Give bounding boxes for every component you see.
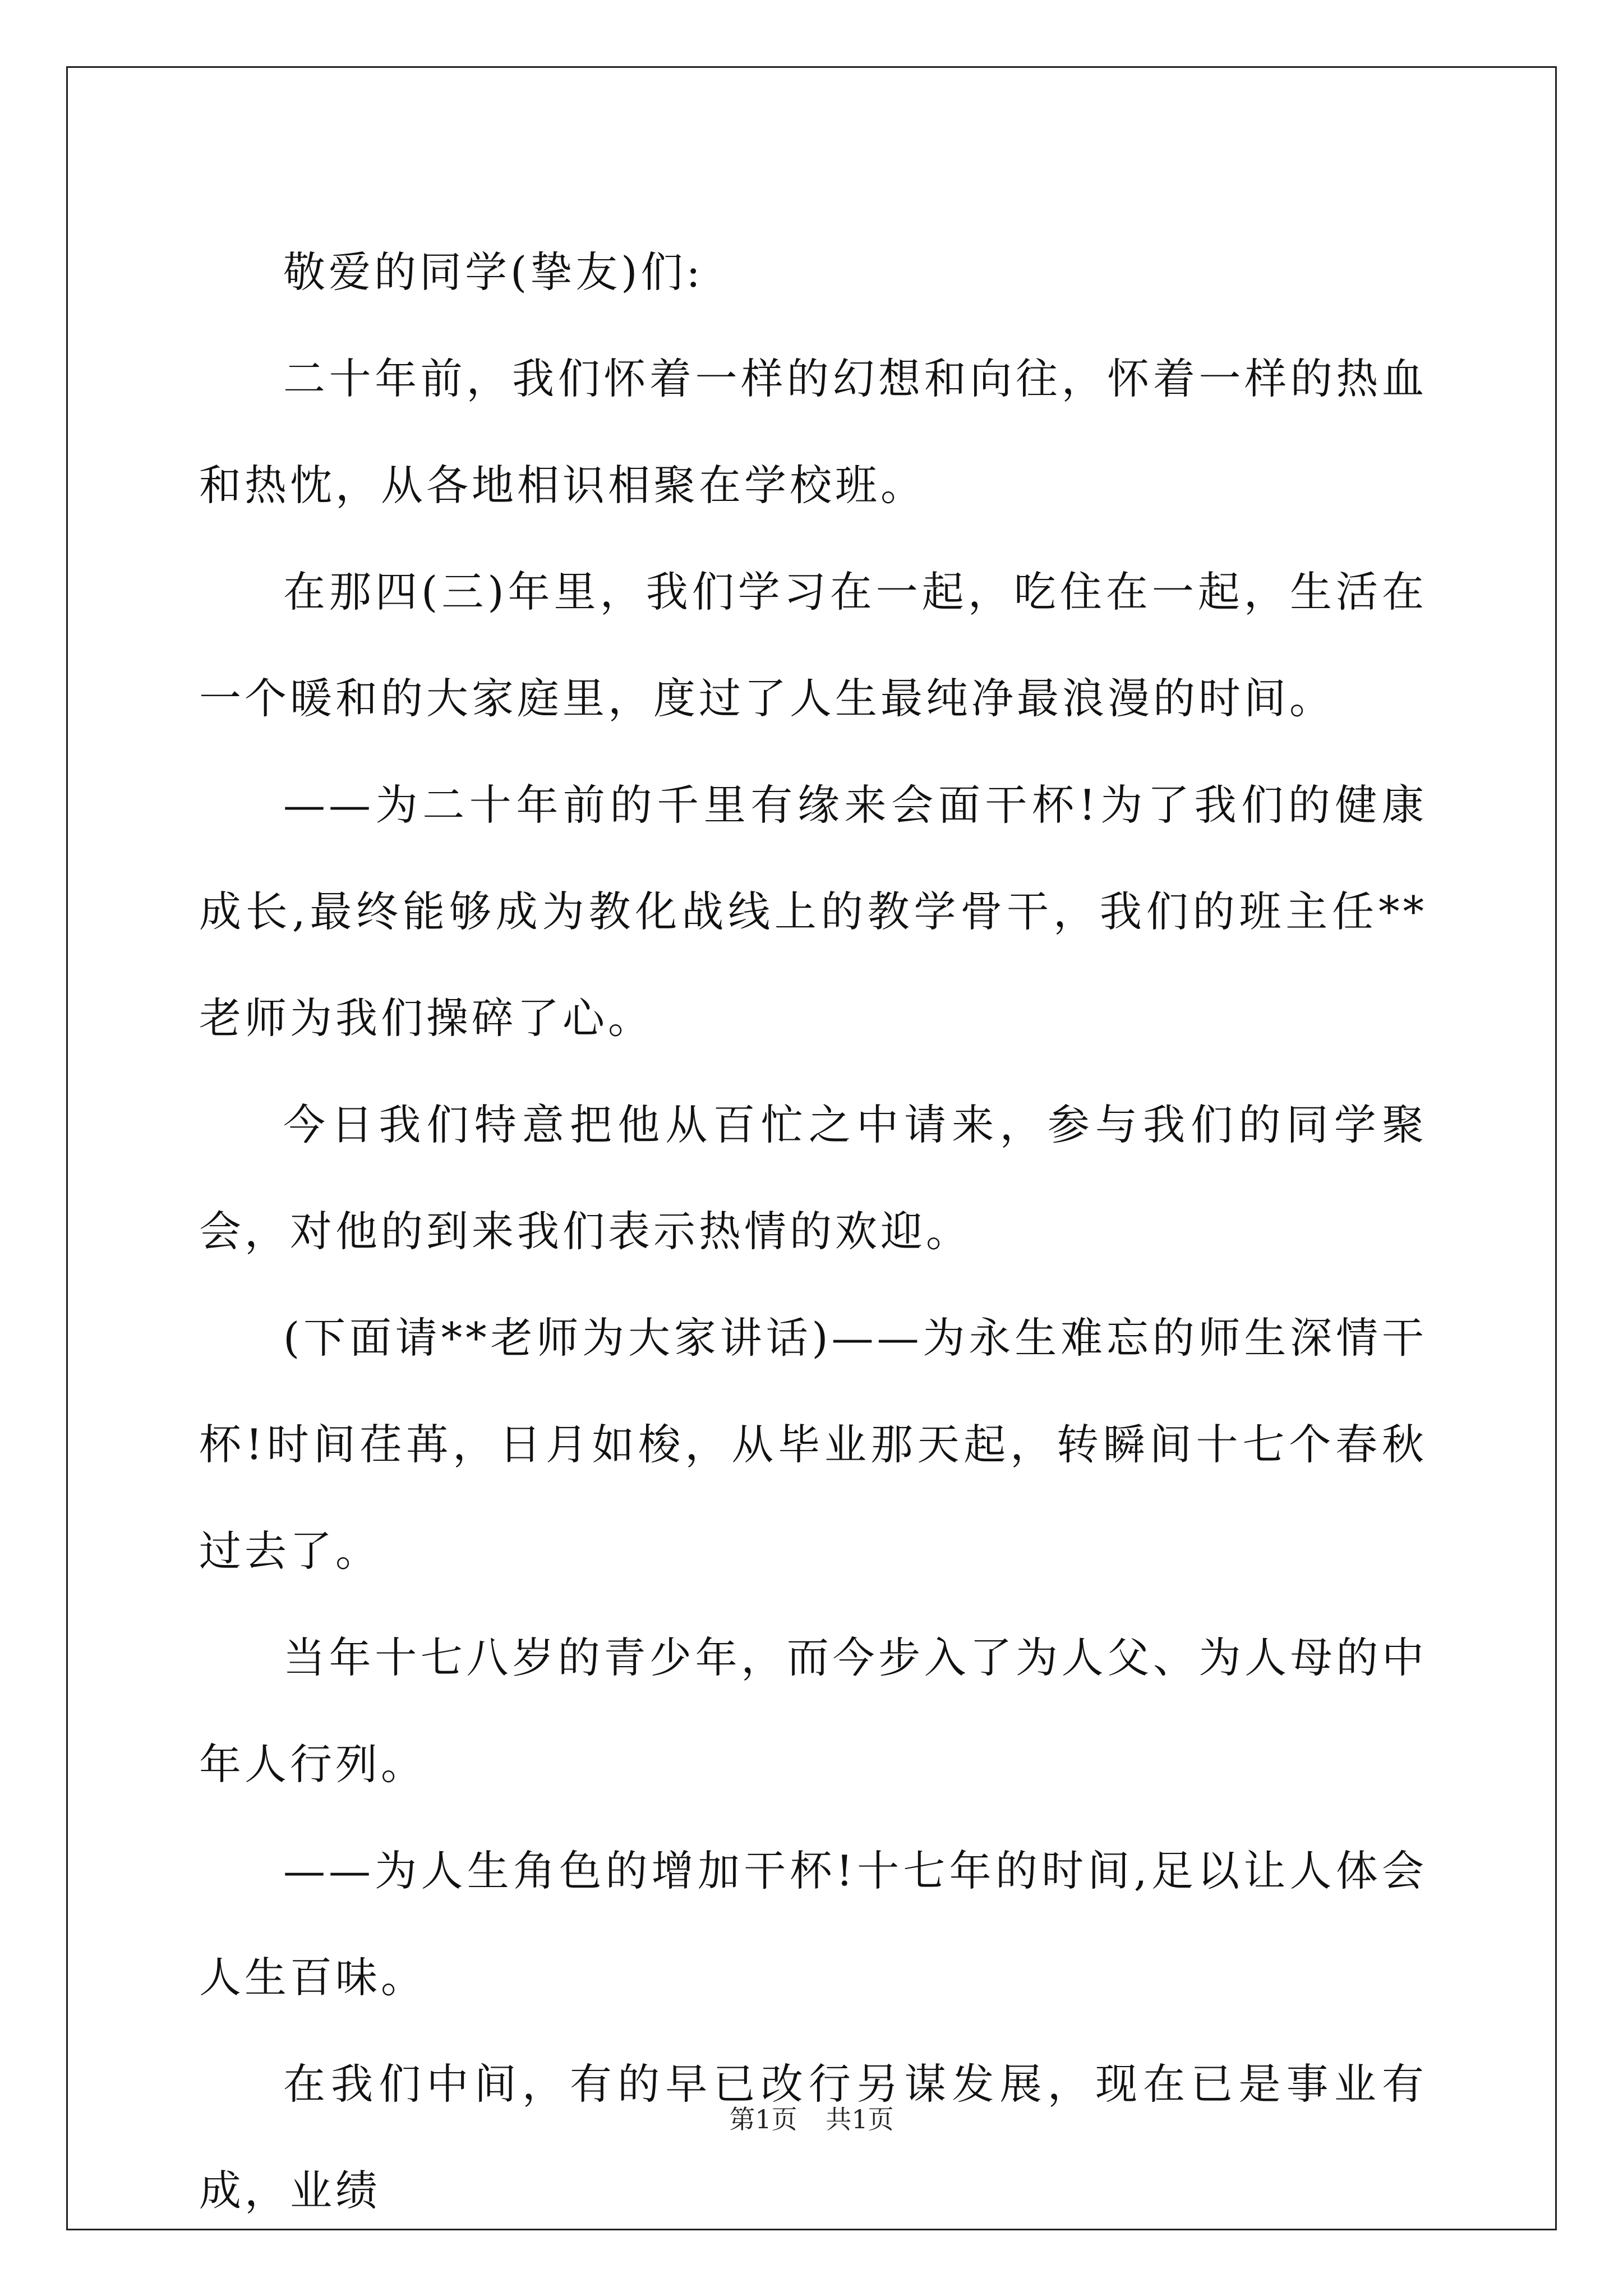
document-body — [199, 219, 1427, 2244]
paragraph-6: 当年十七八岁的青少年，而今步入了为人父、为人母的中年人行列。 — [199, 1633, 1427, 1789]
paragraph-7: ——为人生角色的增加干杯!十七年的时间,足以让人体会人生百味。 — [199, 1846, 1427, 2002]
paragraph-8: 在我们中间，有的早已改行另谋发展，现在已是事业有成，业绩 — [199, 2059, 1427, 2215]
paragraph-2: 在那四(三)年里，我们学习在一起，吃住在一起，生活在一个暖和的大家庭里，度过了人生最纯净最浪漫的时间。 — [199, 567, 1427, 723]
paragraph-3: ——为二十年前的千里有缘来会面干杯!为了我们的健康成长,最终能够成为教化战线上的教学骨干，我们的班主任**老师为我们操碎了心。 — [199, 780, 1427, 1043]
page-number: 第1页 — [729, 2104, 797, 2134]
paragraph-5: (下面请**老师为大家讲话)——为永生难忘的师生深情干杯!时间荏苒，日月如梭，从毕业那天起，转瞬间十七个春秋过去了。 — [199, 1313, 1427, 1576]
paragraph-salutation: 敬爱的同学(挚友)们: — [283, 247, 704, 297]
page-footer — [0, 2099, 1623, 2136]
paragraph-4: 今日我们特意把他从百忙之中请来，参与我们的同学聚会，对他的到来我们表示热情的欢迎。 — [199, 1100, 1427, 1256]
page-total: 共1页 — [826, 2104, 894, 2134]
paragraph-1: 二十年前，我们怀着一样的幻想和向往，怀着一样的热血和热忱，从各地相识相聚在学校班。 — [199, 354, 1427, 510]
